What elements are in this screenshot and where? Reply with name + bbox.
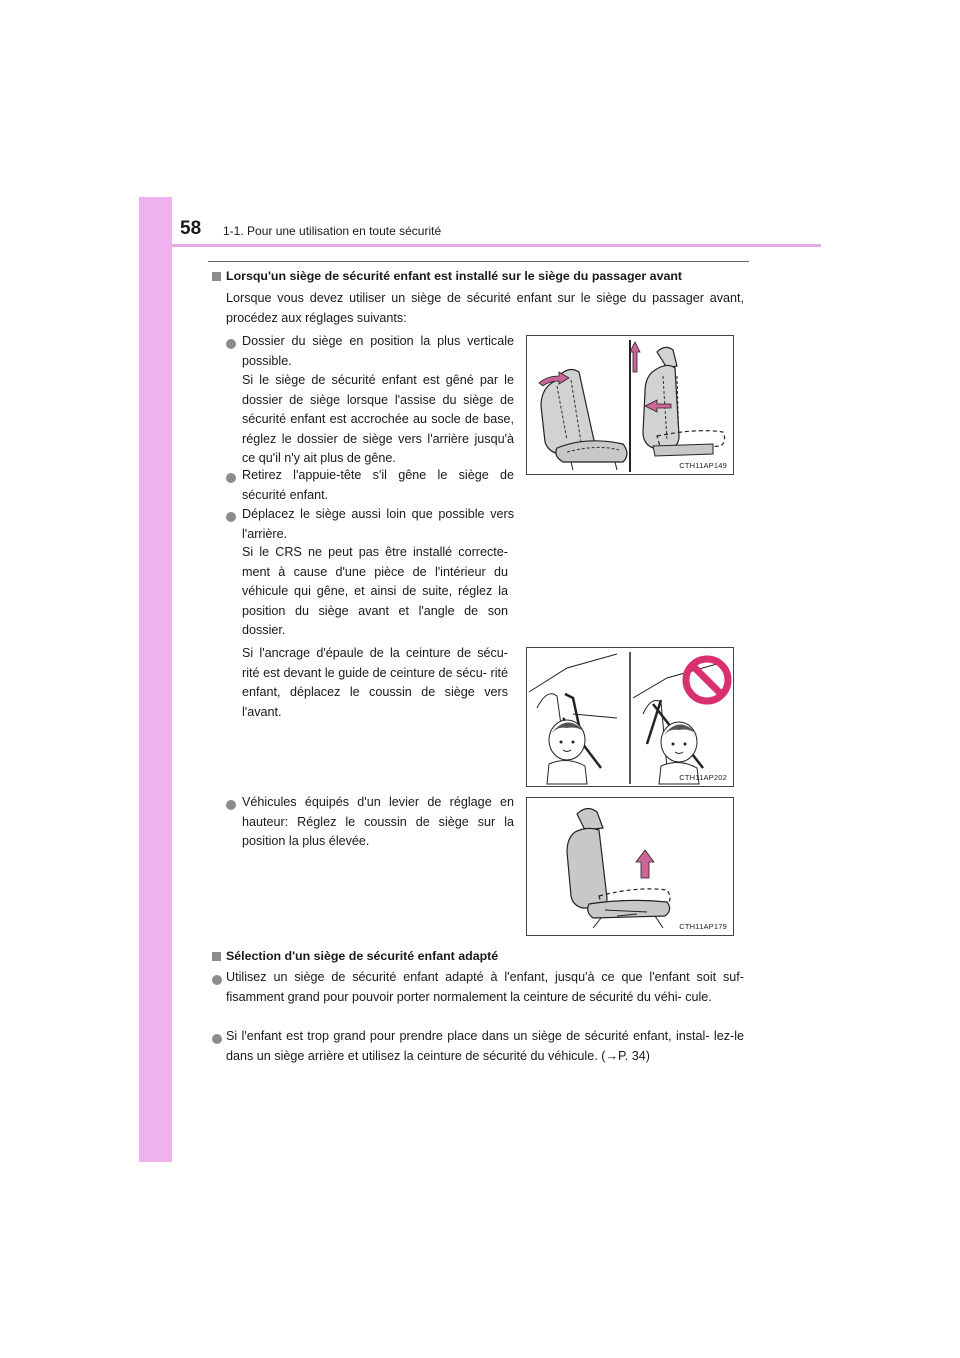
bullet-dot-icon [226, 473, 236, 483]
figure-caption: CTH11AP202 [679, 773, 727, 782]
bullet-4-text: Véhicules équipés d'un levier de réglage en hauteur: Réglez le coussin de siège sur la position la plus élevée. [242, 795, 514, 848]
bullet-dot-icon [226, 512, 236, 522]
sidebar-band [139, 197, 172, 1162]
bullet-3-text: Déplacez le siège aussi loin que possible vers l'arrière. [242, 507, 514, 541]
section1-heading: Lorsqu'un siège de sécurité enfant est installé sur le siège du passager avant [226, 269, 683, 283]
figure-caption: CTH11AP179 [679, 922, 727, 931]
heading-square-icon [212, 952, 221, 961]
bullet-1-text: Dossier du siège en position la plus verticale possible. [242, 334, 514, 368]
section2-heading: Sélection d'un siège de sécurité enfant adapté [226, 949, 499, 963]
figure-seat-recline [526, 335, 734, 475]
section-title: 1-1. Pour une utilisation en toute sécurité [223, 224, 442, 238]
bullet-dot-icon [226, 339, 236, 349]
bullet-1-note: Si le siège de sécurité enfant est gêné par le dossier de siège lorsque l'assise du siège de sécurité enfant est accrochée au socle de base, réglez le dossier de siège vers l'arrière jusqu'à ce qu'il n'y ait plus de gêne. [242, 373, 514, 465]
header-rule [172, 244, 821, 247]
bullet-3-note2: Si l'ancrage d'épaule de la ceinture de sécu- rité est devant le guide de ceinture de sécu- rité enfant, déplacez le coussin de siège vers l'avant. [242, 646, 508, 719]
bullet-dot-icon [212, 1034, 222, 1044]
figure-child-seatbelt [526, 647, 734, 787]
seat-height-illustration [527, 798, 733, 935]
section2-bullet-1: Utilisez un siège de sécurité enfant adapté à l'enfant, jusqu'à ce que l'enfant soit suf- fisamment grand pour pouvoir porter normalement la ceinture de sécurité du véhi- cule. [226, 970, 744, 1004]
section1-intro: Lorsque vous devez utiliser un siège de sécurité enfant sur le siège du passager avant, procédez aux réglages suivants: [226, 291, 744, 325]
heading-square-icon [212, 272, 221, 281]
child-seatbelt-illustration [527, 648, 733, 786]
seat-recline-illustration [527, 336, 733, 474]
section2-bullet-2: Si l'enfant est trop grand pour prendre place dans un siège de sécurité enfant, instal- lez-le dans un siège arrière et utilisez la ceinture de sécurité du véhicule. (→P. 34) [226, 1029, 744, 1063]
figure-seat-height [526, 797, 734, 936]
bullet-2-text: Retirez l'appuie-tête s'il gêne le siège de sécurité enfant. [242, 468, 514, 502]
bullet-dot-icon [212, 975, 222, 985]
divider-rule [208, 261, 749, 262]
bullet-dot-icon [226, 800, 236, 810]
bullet-3-note: Si le CRS ne peut pas être installé correcte- ment à cause d'une pièce de l'intérieur du véhicule qui gêne, et ainsi de suite, réglez la position du siège avant et l'angle de son dossier. [242, 545, 508, 637]
figure-caption: CTH11AP149 [679, 461, 727, 470]
page-number: 58 [180, 218, 202, 239]
